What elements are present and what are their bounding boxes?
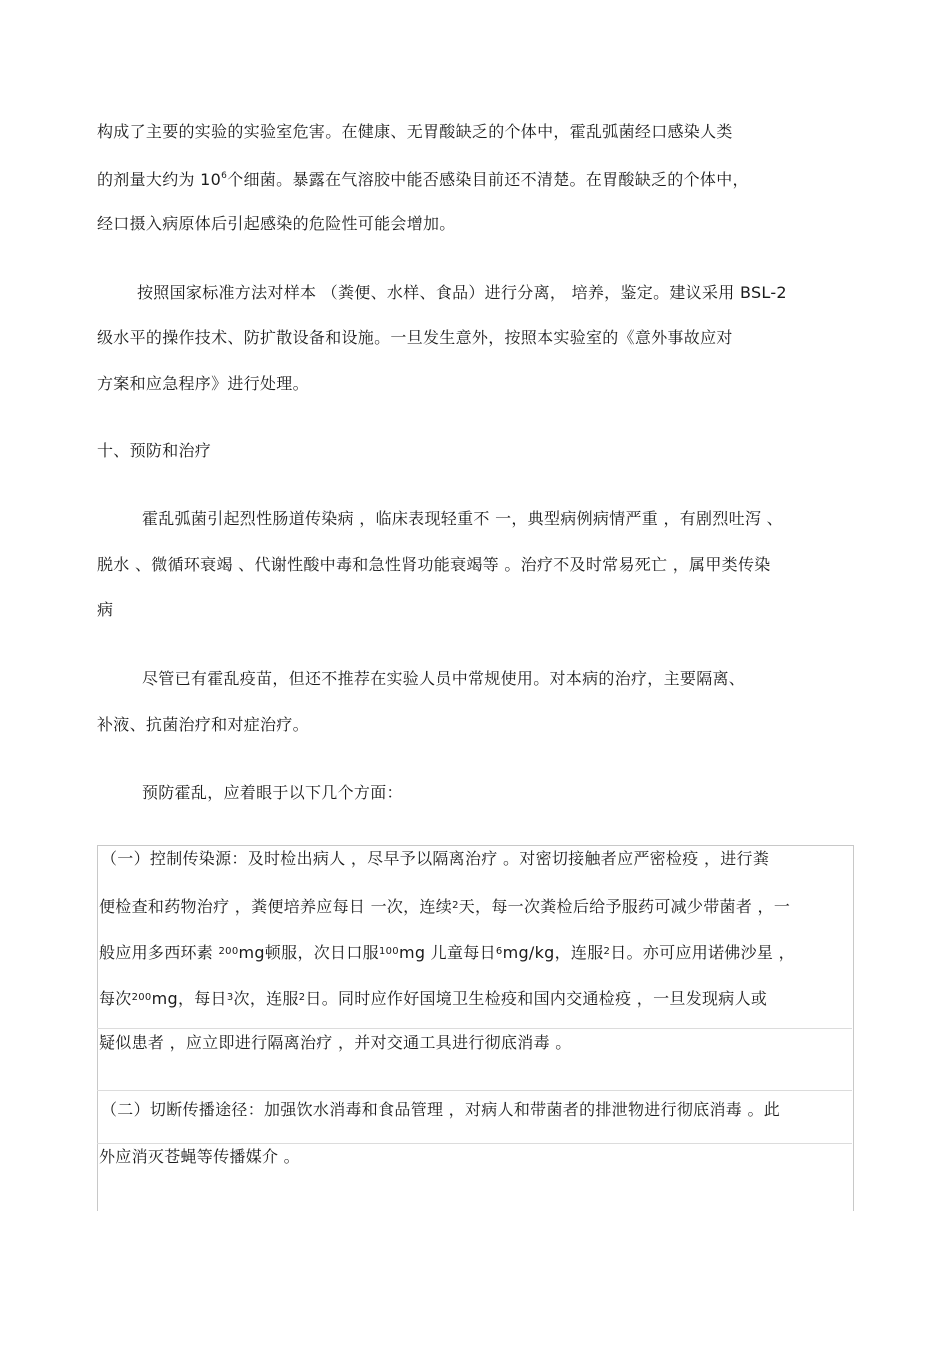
box2-line2: 外应消灭苍蝇等传播媒介 。 bbox=[99, 1147, 300, 1166]
box1-line3-num2: 100 bbox=[378, 946, 399, 957]
row-divider bbox=[97, 1028, 852, 1029]
para4-line2: 补液、抗菌治疗和对症治疗。 bbox=[97, 715, 309, 734]
para3-line1: 霍乱弧菌引起烈性肠道传染病 ，临床表现轻重不 一，典型病例病情严重 ，有剧烈吐泻 、 bbox=[142, 509, 783, 528]
para3-line2: 脱水 、微循环衰竭 、代谢性酸中毒和急性肾功能衰竭等 。治疗不及时常易死亡 ，属甲类传染 bbox=[97, 555, 771, 574]
para1-line1: 构成了主要的实验的实验室危害。在健康、无胃酸缺乏的个体中，霍乱弧菌经口感染人类 bbox=[97, 122, 733, 141]
box1-line4-num2: 3 bbox=[226, 992, 234, 1003]
box1-line3-text-a: 般应用多西环素 bbox=[99, 943, 219, 962]
box1-line1: （一）控制传染源：及时检出病人 ，尽早予以隔离治疗 。对密切接触者应严密检疫 ，进行粪 bbox=[101, 849, 770, 868]
exponent: 6 bbox=[221, 171, 228, 181]
row-divider bbox=[97, 1143, 852, 1144]
box1-line4-num3: 2 bbox=[298, 992, 306, 1003]
para1-line2-rest: 个细菌。暴露在气溶胶中能否感染目前还不清楚。在胃酸缺乏的个体中， bbox=[227, 170, 749, 189]
box1-line4-num1: 200 bbox=[131, 992, 152, 1003]
box1-line3-num1: 200 bbox=[218, 946, 239, 957]
box1-line3-num4: 2 bbox=[603, 946, 611, 957]
para2-line2: 级水平的操作技术、防扩散设备和设施。一旦发生意外，按照本实验室的《意外事故应对 bbox=[97, 328, 733, 347]
para3-line3: 病 bbox=[97, 600, 114, 619]
box1-line4-text-c: 次，连服 bbox=[233, 989, 299, 1008]
box1-line3-text-c: mg 儿童每日 bbox=[398, 943, 496, 962]
box1-line4-text-a: 每次 bbox=[99, 989, 132, 1008]
para2-line3: 方案和应急程序》进行处理。 bbox=[97, 374, 309, 393]
box1-line2 bbox=[99, 895, 790, 918]
box1-line3-num3: 6 bbox=[495, 946, 503, 957]
box1-line4-text-b: mg，每日 bbox=[151, 989, 227, 1008]
para4-line1: 尽管已有霍乱疫苗，但还不推荐在实验人员中常规使用。对本病的治疗，主要隔离、 bbox=[142, 669, 746, 688]
box1-line2-text-b: 天，每一次粪检后给予服药可减少带菌者 ，一 bbox=[458, 897, 791, 916]
box1-line2-num: 2 bbox=[452, 900, 459, 911]
box1-line2-text-a: 便检查和药物治疗 ，粪便培养应每日 一次，连续 bbox=[99, 897, 453, 916]
box2-line1: （二）切断传播途径：加强饮水消毒和食品管理 ，对病人和带菌者的排泄物进行彻底消毒 。此 bbox=[101, 1100, 781, 1119]
row-divider bbox=[97, 1090, 852, 1091]
para1-line3: 经口摄入病原体后引起感染的危险性可能会增加。 bbox=[97, 214, 456, 233]
box1-line4-text-d: 日。同时应作好国境卫生检疫和国内交通检疫 ，一旦发现病人或 bbox=[305, 989, 768, 1008]
box1-line3-text-e: 日。亦可应用诺佛沙星 ， bbox=[610, 943, 795, 962]
box1-line4 bbox=[99, 987, 767, 1010]
section-heading: 十、预防和治疗 bbox=[97, 441, 212, 460]
para1-line2 bbox=[97, 169, 749, 191]
box1-line3 bbox=[99, 941, 795, 964]
box1-line3-text-d: mg/kg，连服 bbox=[502, 943, 604, 962]
box1-line3-text-b: mg顿服，次日口服 bbox=[238, 943, 379, 962]
para1-line2-text: 的剂量大约为 10 bbox=[97, 170, 222, 189]
para5-line: 预防霍乱，应着眼于以下几个方面： bbox=[142, 783, 403, 802]
box1-line5: 疑似患者 ，应立即进行隔离治疗 ，并对交通工具进行彻底消毒 。 bbox=[99, 1033, 572, 1052]
para2-line1: 按照国家标准方法对样本 （粪便、水样、食品）进行分离， 培养，鉴定。建议采用 BSL-2 bbox=[137, 283, 787, 302]
